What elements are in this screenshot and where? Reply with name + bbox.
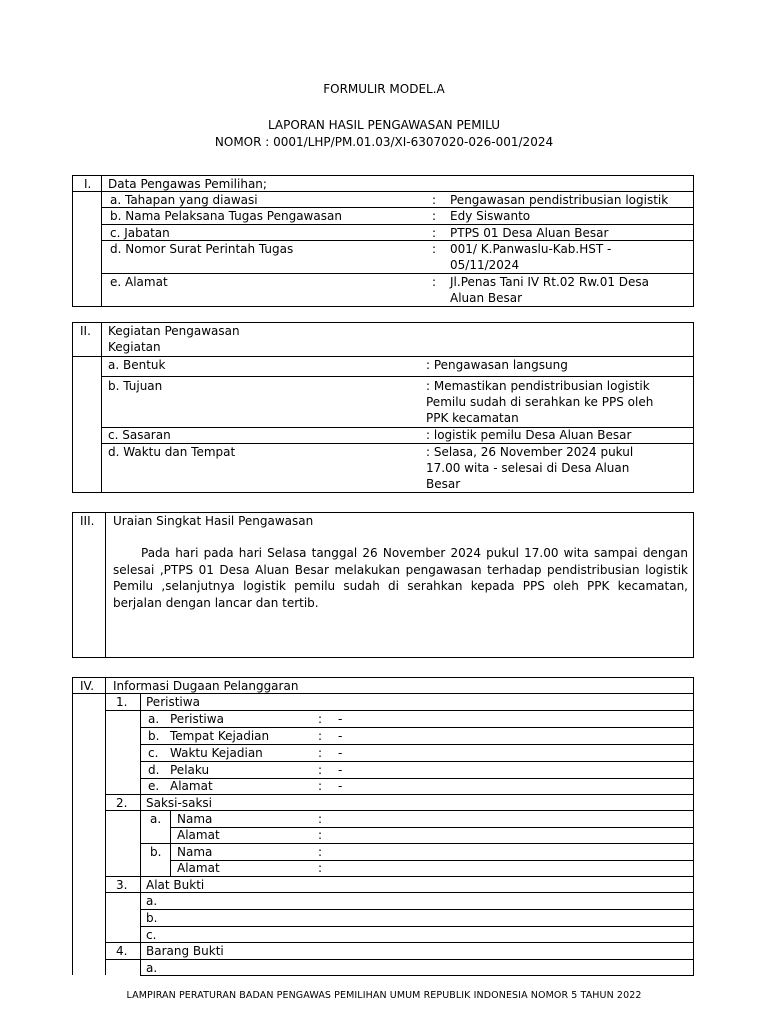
- row-value: Jl.Penas Tani IV Rt.02 Rw.01 Desa: [450, 275, 650, 289]
- row-value: PTPS 01 Desa Aluan Besar: [450, 226, 609, 240]
- subsection-number: 4.: [116, 944, 128, 958]
- section-3-body: Pada hari pada hari Selasa tanggal 26 November 2024 pukul 17.00 wita sampai dengan selesai ,PTPS 01 Desa Aluan Besar melakukan pengawasan terhadap pendistribusian logistik Pemilu ,selanjutnya logistik pemilu sudah di serahkan kepada PPS oleh PPK kecamatan, berjalan dengan lancar dan tertib.: [113, 546, 688, 610]
- row-value-line-2: 17.00 wita - selesai di Desa Aluan: [426, 461, 630, 475]
- witness-colon: :: [318, 812, 323, 826]
- row-label: b. Tujuan: [108, 379, 163, 393]
- row-colon: :: [432, 226, 437, 240]
- row-label: c. Sasaran: [108, 428, 171, 442]
- evidence-item: a.: [146, 894, 158, 908]
- row-value: : Selasa, 26 November 2024 pukul: [426, 445, 634, 459]
- report-title: LAPORAN HASIL PENGAWASAN PEMILU: [267, 118, 501, 132]
- item-colon: :: [318, 712, 323, 726]
- row-value: : Pengawasan langsung: [426, 358, 568, 372]
- witness-address-label: Alamat: [177, 828, 220, 842]
- item-colon: :: [318, 746, 323, 760]
- witness-letter: b.: [150, 845, 162, 859]
- item-colon: :: [318, 729, 323, 743]
- item-value: -: [338, 779, 343, 793]
- item-label: Peristiwa: [170, 712, 224, 726]
- item-letter: b.: [148, 729, 160, 743]
- row-colon: :: [432, 275, 437, 289]
- row-value: Pengawasan pendistribusian logistik: [450, 193, 669, 207]
- section-1-number: I.: [84, 177, 92, 191]
- section-3-title: Uraian Singkat Hasil Pengawasan: [113, 514, 314, 528]
- row-value-line-2: Pemilu sudah di serahkan ke PPS oleh: [426, 395, 654, 409]
- item-letter: c.: [148, 746, 159, 760]
- row-value: 001/ K.Panwaslu-Kab.HST -: [450, 242, 612, 256]
- row-value: : Memastikan pendistribusian logistik: [426, 379, 650, 393]
- row-label: c. Jabatan: [110, 226, 170, 240]
- subsection-title: Alat Bukti: [146, 878, 205, 892]
- witness-colon: :: [318, 845, 323, 859]
- evidence-item: c.: [146, 928, 157, 942]
- item-label: Waktu Kejadian: [170, 746, 263, 760]
- row-value: : logistik pemilu Desa Aluan Besar: [426, 428, 632, 442]
- item-value: -: [338, 712, 343, 726]
- witness-colon: :: [318, 861, 323, 875]
- section-4-number: IV.: [80, 679, 95, 693]
- item-value: -: [338, 746, 343, 760]
- row-value-line-3: Besar: [426, 477, 461, 491]
- subsection-number: 2.: [116, 796, 128, 810]
- item-value: -: [338, 729, 343, 743]
- subsection-title: Saksi-saksi: [146, 796, 212, 810]
- subsection-title: Barang Bukti: [146, 944, 224, 958]
- subsection-title: Peristiwa: [146, 695, 200, 709]
- row-label: e. Alamat: [110, 275, 168, 289]
- item-letter: d.: [148, 763, 160, 777]
- item-value: -: [338, 763, 343, 777]
- section-3-number: III.: [80, 514, 95, 528]
- form-title: FORMULIR MODEL.A: [323, 82, 445, 96]
- subsection-number: 1.: [116, 695, 128, 709]
- row-label: a. Bentuk: [108, 358, 166, 372]
- row-label: d. Waktu dan Tempat: [108, 445, 236, 459]
- witness-name-label: Nama: [177, 812, 213, 826]
- witness-colon: :: [318, 828, 323, 842]
- section-2-title: Kegiatan Pengawasan: [108, 324, 240, 338]
- item-label: Alamat: [170, 779, 213, 793]
- row-colon: :: [432, 193, 437, 207]
- row-label: b. Nama Pelaksana Tugas Pengawasan: [110, 209, 342, 223]
- subsection-number: 3.: [116, 878, 128, 892]
- section-2-number: II.: [80, 324, 91, 338]
- item-colon: :: [318, 763, 323, 777]
- item-letter: e.: [148, 779, 160, 793]
- footer-text: LAMPIRAN PERATURAN BADAN PENGAWAS PEMILIHAN UMUM REPUBLIK INDONESIA NOMOR 5 TAHUN 2022: [126, 990, 642, 1001]
- row-value-line-2: 05/11/2024: [450, 258, 520, 272]
- row-colon: :: [432, 242, 437, 256]
- report-number: NOMOR : 0001/LHP/PM.01.03/XI-6307020-026-001/2024: [214, 135, 554, 149]
- row-colon: :: [432, 209, 437, 223]
- item-colon: :: [318, 779, 323, 793]
- evidence-item: b.: [146, 911, 158, 925]
- row-value-line-3: PPK kecamatan: [426, 411, 519, 425]
- row-label: d. Nomor Surat Perintah Tugas: [110, 242, 294, 256]
- item-label: Pelaku: [170, 763, 210, 777]
- witness-name-label: Nama: [177, 845, 213, 859]
- witness-address-label: Alamat: [177, 861, 220, 875]
- row-value: Edy Siswanto: [450, 209, 531, 223]
- item-label: Tempat Kejadian: [170, 729, 270, 743]
- witness-letter: a.: [150, 812, 162, 826]
- item-letter: a.: [148, 712, 160, 726]
- item-evidence: a.: [146, 961, 158, 975]
- section-4-title: Informasi Dugaan Pelanggaran: [113, 679, 299, 693]
- section-1-title: Data Pengawas Pemilihan;: [108, 177, 267, 191]
- row-value-line-2: Aluan Besar: [450, 291, 523, 305]
- row-label: a. Tahapan yang diawasi: [110, 193, 258, 207]
- section-2-subtitle: Kegiatan: [108, 340, 161, 354]
